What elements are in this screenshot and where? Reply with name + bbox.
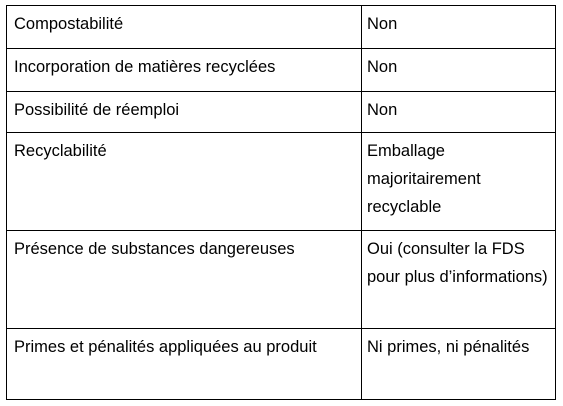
- property-cell: Incorporation de matières recyclées: [7, 49, 362, 92]
- table-row: [7, 49, 556, 92]
- product-properties-table: [6, 5, 556, 400]
- value-cell: Oui (consulter la FDS pour plus d’informations): [362, 231, 556, 329]
- property-cell: Présence de substances dangereuses: [7, 231, 362, 329]
- value-cell: Emballage majoritairement recyclable: [362, 133, 556, 231]
- value-cell: Non: [362, 6, 556, 49]
- table-row: [7, 329, 556, 400]
- property-cell: Primes et pénalités appliquées au produit: [7, 329, 362, 400]
- table-row: [7, 133, 556, 231]
- value-cell: Non: [362, 49, 556, 92]
- table-row: [7, 6, 556, 49]
- property-cell: Possibilité de réemploi: [7, 92, 362, 133]
- table-row: [7, 231, 556, 329]
- value-cell: Ni primes, ni pénalités: [362, 329, 556, 400]
- property-cell: Compostabilité: [7, 6, 362, 49]
- property-cell: Recyclabilité: [7, 133, 362, 231]
- table-row: [7, 92, 556, 133]
- value-cell: Non: [362, 92, 556, 133]
